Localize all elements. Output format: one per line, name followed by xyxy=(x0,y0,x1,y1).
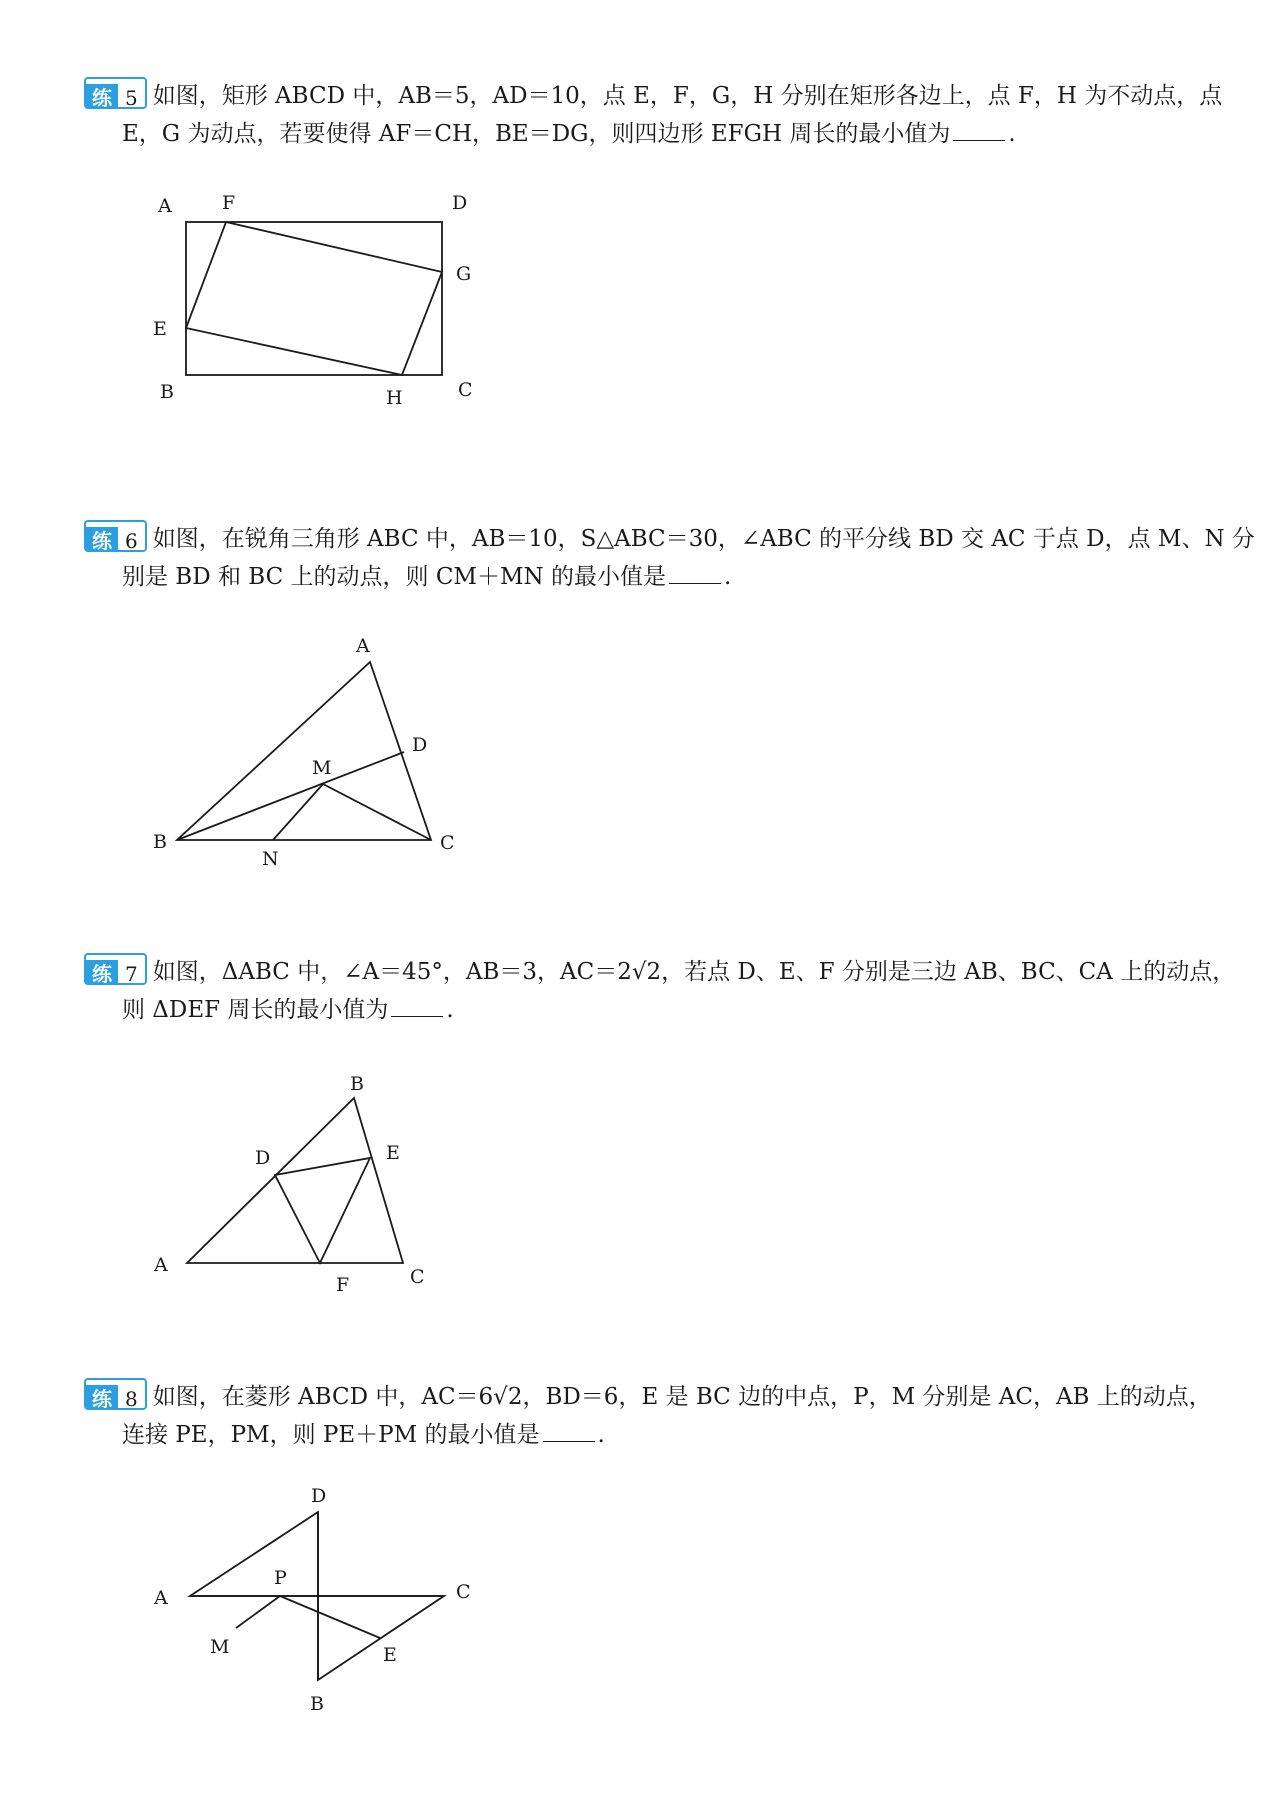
label-e: E xyxy=(153,318,167,340)
badge-number: 6 xyxy=(118,527,145,552)
problem-8-end: . xyxy=(597,1422,605,1448)
answer-blank[interactable] xyxy=(391,994,443,1017)
problem-6-text-1: 如图，在锐角三角形 ABC 中，AB＝10，S△ABC＝30，∠ABC 的平分线 BD 交 AC 于点 D，点 M、N 分 xyxy=(152,526,1255,552)
problem-7-line-1 xyxy=(84,953,1236,991)
label-b: B xyxy=(350,1073,364,1095)
problem-6 xyxy=(84,520,1255,596)
label-g: G xyxy=(456,263,472,285)
figure-triangle-def xyxy=(140,1058,460,1308)
problem-8-line-2 xyxy=(84,1416,1202,1454)
label-f: F xyxy=(336,1274,350,1296)
label-a: A xyxy=(154,1254,168,1276)
problem-7-text-1: 如图，ΔABC 中，∠A＝45°，AB＝3，AC＝2√2，若点 D、E、F 分别是三边 AB、BC、CA 上的动点， xyxy=(152,959,1236,985)
problem-5-text-1: 如图，矩形 ABCD 中，AB＝5，AD＝10，点 E，F，G，H 分别在矩形各边上，点 F，H 为不动点，点 xyxy=(152,83,1223,109)
segment-pe xyxy=(280,1596,380,1638)
problem-6-line-2 xyxy=(84,558,1202,596)
label-a: A xyxy=(154,1587,168,1609)
problem-5-end: . xyxy=(1008,121,1016,147)
segment-bd xyxy=(177,752,404,840)
problem-8-badge xyxy=(84,1378,147,1410)
quadrilateral-efgh xyxy=(186,222,442,375)
label-c: C xyxy=(410,1266,425,1288)
problem-7-badge xyxy=(84,953,147,985)
problem-5-text-2: E，G 为动点，若要使得 AF＝CH，BE＝DG，则四边形 EFGH 周长的最小值为 xyxy=(122,121,951,147)
badge-number: 5 xyxy=(118,84,145,109)
badge-label: 练 xyxy=(86,527,118,552)
label-c: C xyxy=(456,1581,471,1603)
label-d: D xyxy=(452,192,468,214)
label-c: C xyxy=(458,379,473,401)
problem-5-line-1 xyxy=(84,77,1223,115)
answer-blank[interactable] xyxy=(543,1419,595,1442)
label-d: D xyxy=(412,734,428,756)
problem-6-end: . xyxy=(723,564,732,590)
label-p: P xyxy=(274,1567,287,1589)
badge-number: 7 xyxy=(118,960,145,985)
figure-rectangle-efgh xyxy=(140,180,500,420)
figure-rhombus-abcd xyxy=(140,1488,500,1718)
badge-number: 8 xyxy=(118,1385,145,1410)
label-d: D xyxy=(311,1488,327,1507)
badge-label: 练 xyxy=(86,84,118,109)
rectangle-abcd xyxy=(186,222,442,375)
problem-7-text-2: 则 ΔDEF 周长的最小值为 xyxy=(122,997,389,1023)
badge-label: 练 xyxy=(86,960,118,985)
problem-6-text-2: 别是 BD 和 BC 上的动点，则 CM＋MN 的最小值是 xyxy=(122,564,666,590)
problem-5 xyxy=(84,77,1223,153)
label-a: A xyxy=(356,635,370,657)
problem-5-badge xyxy=(84,77,147,109)
badge-label: 练 xyxy=(86,1385,118,1410)
label-m: M xyxy=(312,757,332,779)
problem-7-line-2 xyxy=(84,991,1202,1029)
label-b: B xyxy=(160,381,174,403)
label-e: E xyxy=(386,1142,400,1164)
label-c: C xyxy=(440,832,455,854)
triangle-abc xyxy=(187,1098,403,1263)
problem-6-line-1 xyxy=(84,520,1255,558)
answer-blank[interactable] xyxy=(669,561,721,584)
label-n: N xyxy=(262,848,279,870)
problem-7 xyxy=(84,953,1236,1029)
problem-6-badge xyxy=(84,520,147,552)
label-m: M xyxy=(210,1636,230,1658)
problem-8-text-2: 连接 PE，PM，则 PE＋PM 的最小值是 xyxy=(122,1422,540,1448)
label-d: D xyxy=(255,1147,271,1169)
label-a: A xyxy=(158,195,172,217)
problem-8 xyxy=(84,1378,1212,1454)
triangle-abc xyxy=(177,662,431,840)
problem-8-line-1 xyxy=(84,1378,1212,1416)
problem-5-line-2 xyxy=(84,115,1202,153)
segment-mp xyxy=(236,1596,280,1628)
triangle-def xyxy=(275,1158,370,1263)
problem-8-text-1: 如图，在菱形 ABCD 中，AC＝6√2，BD＝6，E 是 BC 边的中点，P，M 分别是 AC，AB 上的动点， xyxy=(152,1384,1212,1410)
figure-triangle-abc-bisector xyxy=(140,622,480,872)
label-f: F xyxy=(222,192,236,214)
label-b: B xyxy=(153,831,167,853)
label-b: B xyxy=(310,1693,324,1715)
answer-blank[interactable] xyxy=(953,118,1005,141)
label-h: H xyxy=(386,387,403,409)
label-e: E xyxy=(383,1644,397,1666)
problem-7-end: . xyxy=(446,997,454,1023)
